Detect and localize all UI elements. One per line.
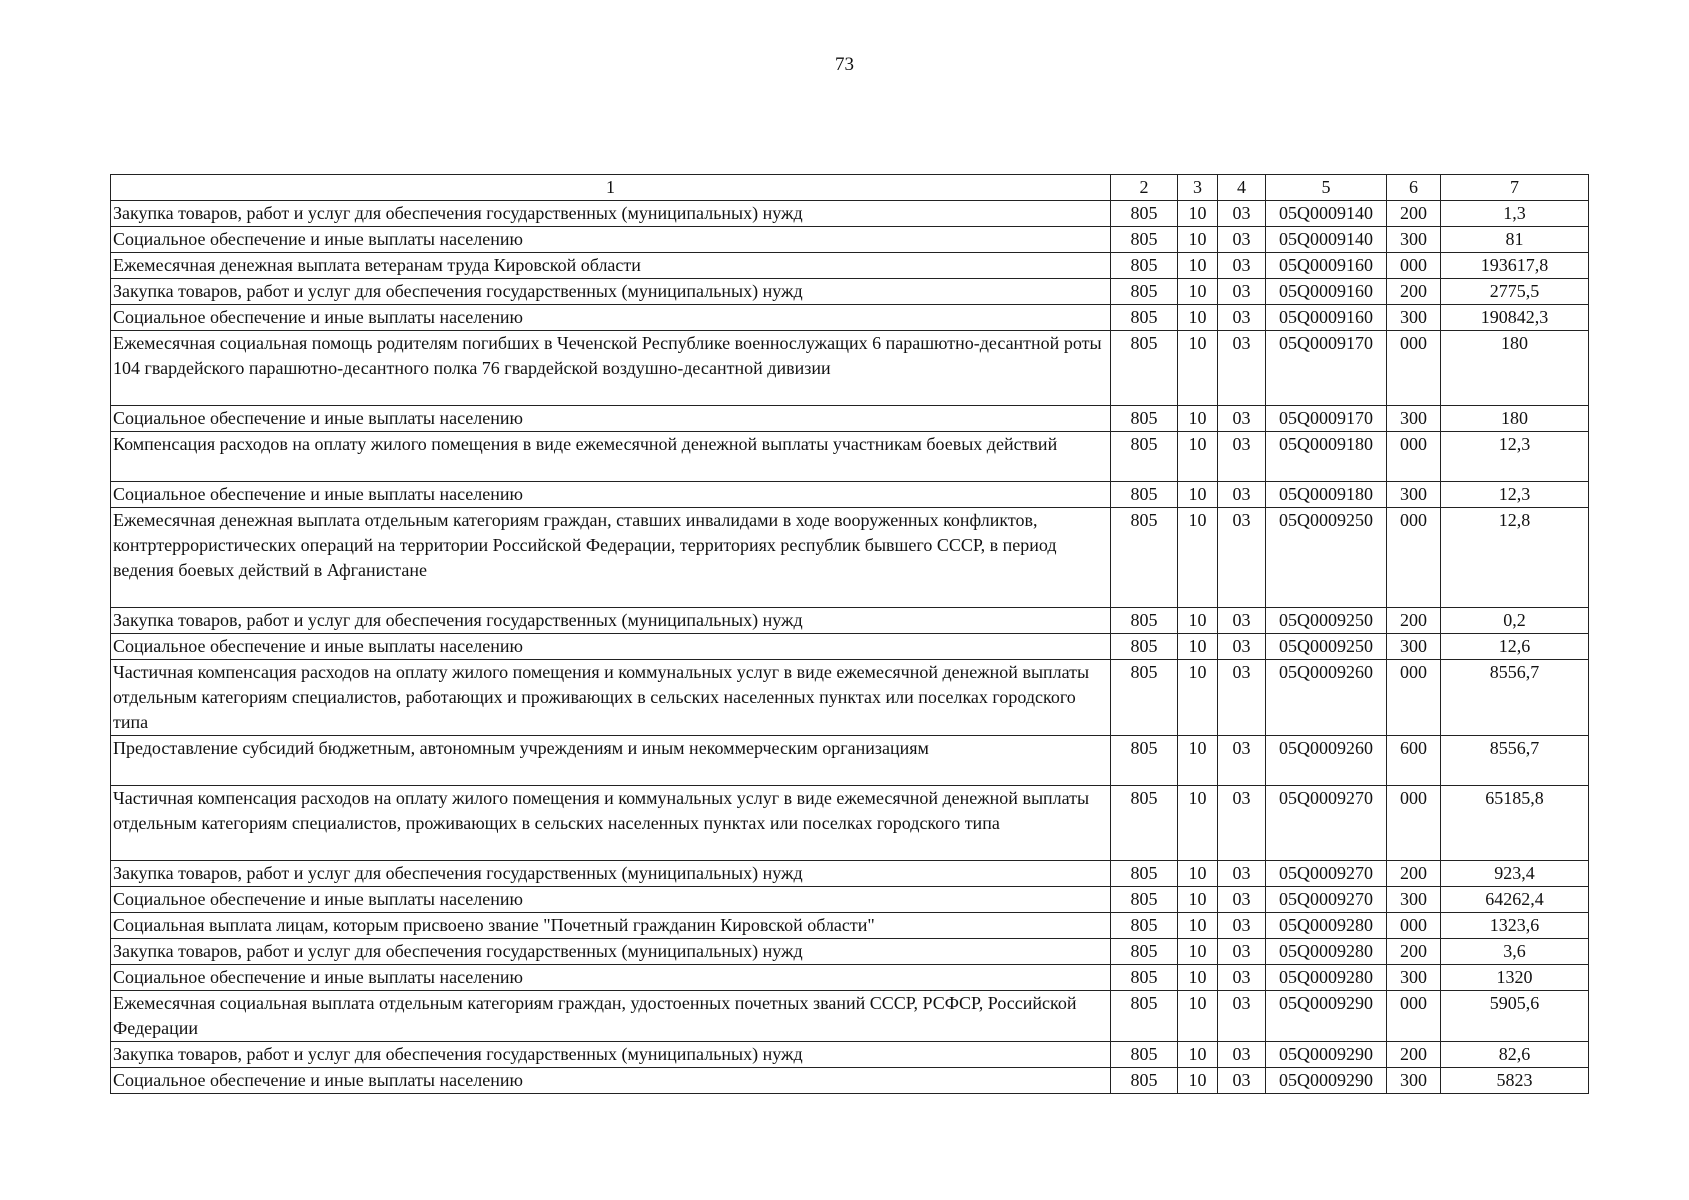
amount-cell: 923,4: [1441, 861, 1589, 887]
expense-type-cell: 200: [1387, 201, 1441, 227]
table-row: [111, 305, 1589, 331]
expense-type-cell: 000: [1387, 913, 1441, 939]
section-code-cell: 10: [1178, 1042, 1218, 1068]
amount-cell: 1320: [1441, 965, 1589, 991]
subsection-code-cell: 03: [1218, 965, 1266, 991]
row-name-cell: Социальное обеспечение и иные выплаты населению: [111, 634, 1111, 660]
ministry-code-cell: 805: [1111, 786, 1178, 861]
column-header-7: 7: [1441, 175, 1589, 201]
ministry-code-cell: 805: [1111, 201, 1178, 227]
section-code-cell: 10: [1178, 939, 1218, 965]
section-code-cell: 10: [1178, 634, 1218, 660]
subsection-code-cell: 03: [1218, 786, 1266, 861]
row-name-cell: Частичная компенсация расходов на оплату жилого помещения и коммунальных услуг в виде ежемесячной денежной выплаты отдельным категориям специалистов, проживающих в сельских населенных пунктах или поселках городского типа: [111, 786, 1111, 861]
ministry-code-cell: 805: [1111, 432, 1178, 482]
target-article-cell: 05Q0009180: [1266, 432, 1387, 482]
row-name-cell: Закупка товаров, работ и услуг для обеспечения государственных (муниципальных) нужд: [111, 279, 1111, 305]
amount-cell: 12,3: [1441, 482, 1589, 508]
row-name-cell: Социальное обеспечение и иные выплаты населению: [111, 406, 1111, 432]
expense-type-cell: 000: [1387, 253, 1441, 279]
page-number: 73: [835, 54, 854, 75]
subsection-code-cell: 03: [1218, 660, 1266, 736]
row-name-cell: Ежемесячная денежная выплата отдельным категориям граждан, ставших инвалидами в ходе вооруженных конфликтов, контртеррористических операций на территории Российской Федерации, территориях республик бывшего СССР, в период ведения боевых действий в Афганистане: [111, 508, 1111, 608]
target-article-cell: 05Q0009140: [1266, 227, 1387, 253]
amount-cell: 5905,6: [1441, 991, 1589, 1042]
ministry-code-cell: 805: [1111, 939, 1178, 965]
target-article-cell: 05Q0009290: [1266, 991, 1387, 1042]
row-name-cell: Закупка товаров, работ и услуг для обеспечения государственных (муниципальных) нужд: [111, 861, 1111, 887]
subsection-code-cell: 03: [1218, 1042, 1266, 1068]
expense-type-cell: 200: [1387, 279, 1441, 305]
row-name-cell: Частичная компенсация расходов на оплату жилого помещения и коммунальных услуг в виде ежемесячной денежной выплаты отдельным категориям специалистов, работающих и проживающих в сельских населенных пунктах или поселках городского типа: [111, 660, 1111, 736]
column-header-2: 2: [1111, 175, 1178, 201]
table-body: [111, 201, 1589, 1094]
table-row: [111, 939, 1589, 965]
budget-table: [110, 174, 1589, 1094]
subsection-code-cell: 03: [1218, 913, 1266, 939]
section-code-cell: 10: [1178, 965, 1218, 991]
target-article-cell: 05Q0009270: [1266, 861, 1387, 887]
table-row: [111, 660, 1589, 736]
table-row: [111, 965, 1589, 991]
expense-type-cell: 300: [1387, 634, 1441, 660]
column-header-3: 3: [1178, 175, 1218, 201]
expense-type-cell: 000: [1387, 991, 1441, 1042]
section-code-cell: 10: [1178, 608, 1218, 634]
ministry-code-cell: 805: [1111, 736, 1178, 786]
section-code-cell: 10: [1178, 736, 1218, 786]
target-article-cell: 05Q0009280: [1266, 939, 1387, 965]
section-code-cell: 10: [1178, 279, 1218, 305]
section-code-cell: 10: [1178, 201, 1218, 227]
subsection-code-cell: 03: [1218, 279, 1266, 305]
ministry-code-cell: 805: [1111, 1068, 1178, 1094]
amount-cell: 12,3: [1441, 432, 1589, 482]
row-name-cell: Ежемесячная социальная выплата отдельным категориям граждан, удостоенных почетных званий СССР, РСФСР, Российской Федерации: [111, 991, 1111, 1042]
target-article-cell: 05Q0009270: [1266, 786, 1387, 861]
expense-type-cell: 300: [1387, 305, 1441, 331]
target-article-cell: 05Q0009250: [1266, 608, 1387, 634]
section-code-cell: 10: [1178, 991, 1218, 1042]
target-article-cell: 05Q0009290: [1266, 1068, 1387, 1094]
target-article-cell: 05Q0009270: [1266, 887, 1387, 913]
table-row: [111, 634, 1589, 660]
table-row: [111, 887, 1589, 913]
row-name-cell: Ежемесячная денежная выплата ветеранам труда Кировской области: [111, 253, 1111, 279]
amount-cell: 8556,7: [1441, 660, 1589, 736]
table-row: [111, 253, 1589, 279]
expense-type-cell: 000: [1387, 432, 1441, 482]
table-row: [111, 913, 1589, 939]
ministry-code-cell: 805: [1111, 991, 1178, 1042]
subsection-code-cell: 03: [1218, 861, 1266, 887]
ministry-code-cell: 805: [1111, 634, 1178, 660]
subsection-code-cell: 03: [1218, 201, 1266, 227]
subsection-code-cell: 03: [1218, 939, 1266, 965]
section-code-cell: 10: [1178, 331, 1218, 406]
table-row: [111, 786, 1589, 861]
section-code-cell: 10: [1178, 786, 1218, 861]
subsection-code-cell: 03: [1218, 736, 1266, 786]
table-row: [111, 1042, 1589, 1068]
amount-cell: 12,6: [1441, 634, 1589, 660]
amount-cell: 2775,5: [1441, 279, 1589, 305]
table-row: [111, 482, 1589, 508]
table-row: [111, 861, 1589, 887]
row-name-cell: Социальное обеспечение и иные выплаты населению: [111, 482, 1111, 508]
section-code-cell: 10: [1178, 861, 1218, 887]
target-article-cell: 05Q0009180: [1266, 482, 1387, 508]
section-code-cell: 10: [1178, 406, 1218, 432]
expense-type-cell: 300: [1387, 227, 1441, 253]
ministry-code-cell: 805: [1111, 913, 1178, 939]
ministry-code-cell: 805: [1111, 406, 1178, 432]
table-row: [111, 432, 1589, 482]
table-row: [111, 279, 1589, 305]
subsection-code-cell: 03: [1218, 482, 1266, 508]
ministry-code-cell: 805: [1111, 279, 1178, 305]
row-name-cell: Социальное обеспечение и иные выплаты населению: [111, 887, 1111, 913]
target-article-cell: 05Q0009170: [1266, 406, 1387, 432]
table-header: [111, 175, 1589, 201]
amount-cell: 65185,8: [1441, 786, 1589, 861]
section-code-cell: 10: [1178, 432, 1218, 482]
ministry-code-cell: 805: [1111, 608, 1178, 634]
row-name-cell: Социальное обеспечение и иные выплаты населению: [111, 965, 1111, 991]
amount-cell: 193617,8: [1441, 253, 1589, 279]
section-code-cell: 10: [1178, 305, 1218, 331]
subsection-code-cell: 03: [1218, 991, 1266, 1042]
subsection-code-cell: 03: [1218, 608, 1266, 634]
expense-type-cell: 600: [1387, 736, 1441, 786]
target-article-cell: 05Q0009280: [1266, 965, 1387, 991]
ministry-code-cell: 805: [1111, 861, 1178, 887]
subsection-code-cell: 03: [1218, 634, 1266, 660]
expense-type-cell: 000: [1387, 508, 1441, 608]
table-row: [111, 991, 1589, 1042]
amount-cell: 190842,3: [1441, 305, 1589, 331]
target-article-cell: 05Q0009250: [1266, 508, 1387, 608]
row-name-cell: Закупка товаров, работ и услуг для обеспечения государственных (муниципальных) нужд: [111, 608, 1111, 634]
amount-cell: 8556,7: [1441, 736, 1589, 786]
expense-type-cell: 200: [1387, 939, 1441, 965]
expense-type-cell: 000: [1387, 660, 1441, 736]
amount-cell: 180: [1441, 406, 1589, 432]
ministry-code-cell: 805: [1111, 1042, 1178, 1068]
expense-type-cell: 200: [1387, 1042, 1441, 1068]
section-code-cell: 10: [1178, 508, 1218, 608]
column-header-1: 1: [111, 175, 1111, 201]
header-row: [111, 175, 1589, 201]
target-article-cell: 05Q0009160: [1266, 279, 1387, 305]
row-name-cell: Предоставление субсидий бюджетным, автономным учреждениям и иным некоммерческим организациям: [111, 736, 1111, 786]
ministry-code-cell: 805: [1111, 305, 1178, 331]
expense-type-cell: 200: [1387, 861, 1441, 887]
subsection-code-cell: 03: [1218, 406, 1266, 432]
section-code-cell: 10: [1178, 1068, 1218, 1094]
amount-cell: 3,6: [1441, 939, 1589, 965]
section-code-cell: 10: [1178, 913, 1218, 939]
section-code-cell: 10: [1178, 482, 1218, 508]
amount-cell: 5823: [1441, 1068, 1589, 1094]
row-name-cell: Социальная выплата лицам, которым присвоено звание "Почетный гражданин Кировской области": [111, 913, 1111, 939]
ministry-code-cell: 805: [1111, 660, 1178, 736]
subsection-code-cell: 03: [1218, 1068, 1266, 1094]
table-row: [111, 406, 1589, 432]
column-header-4: 4: [1218, 175, 1266, 201]
expense-type-cell: 200: [1387, 608, 1441, 634]
section-code-cell: 10: [1178, 227, 1218, 253]
section-code-cell: 10: [1178, 887, 1218, 913]
subsection-code-cell: 03: [1218, 331, 1266, 406]
row-name-cell: Компенсация расходов на оплату жилого помещения в виде ежемесячной денежной выплаты участникам боевых действий: [111, 432, 1111, 482]
table-row: [111, 227, 1589, 253]
amount-cell: 81: [1441, 227, 1589, 253]
subsection-code-cell: 03: [1218, 887, 1266, 913]
table-row: [111, 1068, 1589, 1094]
ministry-code-cell: 805: [1111, 508, 1178, 608]
ministry-code-cell: 805: [1111, 887, 1178, 913]
table-row: [111, 331, 1589, 406]
subsection-code-cell: 03: [1218, 253, 1266, 279]
target-article-cell: 05Q0009160: [1266, 253, 1387, 279]
expense-type-cell: 300: [1387, 1068, 1441, 1094]
amount-cell: 1323,6: [1441, 913, 1589, 939]
column-header-6: 6: [1387, 175, 1441, 201]
target-article-cell: 05Q0009260: [1266, 736, 1387, 786]
row-name-cell: Ежемесячная социальная помощь родителям погибших в Чеченской Республике военнослужащих 6 парашютно-десантной роты 104 гвардейского парашютно-десантного полка 76 гвардейской воздушно-десантной дивизии: [111, 331, 1111, 406]
amount-cell: 180: [1441, 331, 1589, 406]
row-name-cell: Закупка товаров, работ и услуг для обеспечения государственных (муниципальных) нужд: [111, 1042, 1111, 1068]
expense-type-cell: 300: [1387, 406, 1441, 432]
expense-type-cell: 300: [1387, 887, 1441, 913]
amount-cell: 64262,4: [1441, 887, 1589, 913]
table-row: [111, 736, 1589, 786]
expense-type-cell: 300: [1387, 965, 1441, 991]
amount-cell: 12,8: [1441, 508, 1589, 608]
target-article-cell: 05Q0009290: [1266, 1042, 1387, 1068]
expense-type-cell: 000: [1387, 331, 1441, 406]
target-article-cell: 05Q0009170: [1266, 331, 1387, 406]
subsection-code-cell: 03: [1218, 508, 1266, 608]
column-header-5: 5: [1266, 175, 1387, 201]
section-code-cell: 10: [1178, 660, 1218, 736]
table-row: [111, 608, 1589, 634]
target-article-cell: 05Q0009250: [1266, 634, 1387, 660]
row-name-cell: Закупка товаров, работ и услуг для обеспечения государственных (муниципальных) нужд: [111, 939, 1111, 965]
table-row: [111, 201, 1589, 227]
row-name-cell: Социальное обеспечение и иные выплаты населению: [111, 1068, 1111, 1094]
expense-type-cell: 000: [1387, 786, 1441, 861]
ministry-code-cell: 805: [1111, 227, 1178, 253]
subsection-code-cell: 03: [1218, 305, 1266, 331]
target-article-cell: 05Q0009280: [1266, 913, 1387, 939]
amount-cell: 0,2: [1441, 608, 1589, 634]
target-article-cell: 05Q0009160: [1266, 305, 1387, 331]
subsection-code-cell: 03: [1218, 227, 1266, 253]
expense-type-cell: 300: [1387, 482, 1441, 508]
table-row: [111, 508, 1589, 608]
subsection-code-cell: 03: [1218, 432, 1266, 482]
section-code-cell: 10: [1178, 253, 1218, 279]
row-name-cell: Социальное обеспечение и иные выплаты населению: [111, 227, 1111, 253]
row-name-cell: Социальное обеспечение и иные выплаты населению: [111, 305, 1111, 331]
target-article-cell: 05Q0009140: [1266, 201, 1387, 227]
ministry-code-cell: 805: [1111, 482, 1178, 508]
ministry-code-cell: 805: [1111, 965, 1178, 991]
amount-cell: 1,3: [1441, 201, 1589, 227]
amount-cell: 82,6: [1441, 1042, 1589, 1068]
ministry-code-cell: 805: [1111, 331, 1178, 406]
target-article-cell: 05Q0009260: [1266, 660, 1387, 736]
ministry-code-cell: 805: [1111, 253, 1178, 279]
row-name-cell: Закупка товаров, работ и услуг для обеспечения государственных (муниципальных) нужд: [111, 201, 1111, 227]
